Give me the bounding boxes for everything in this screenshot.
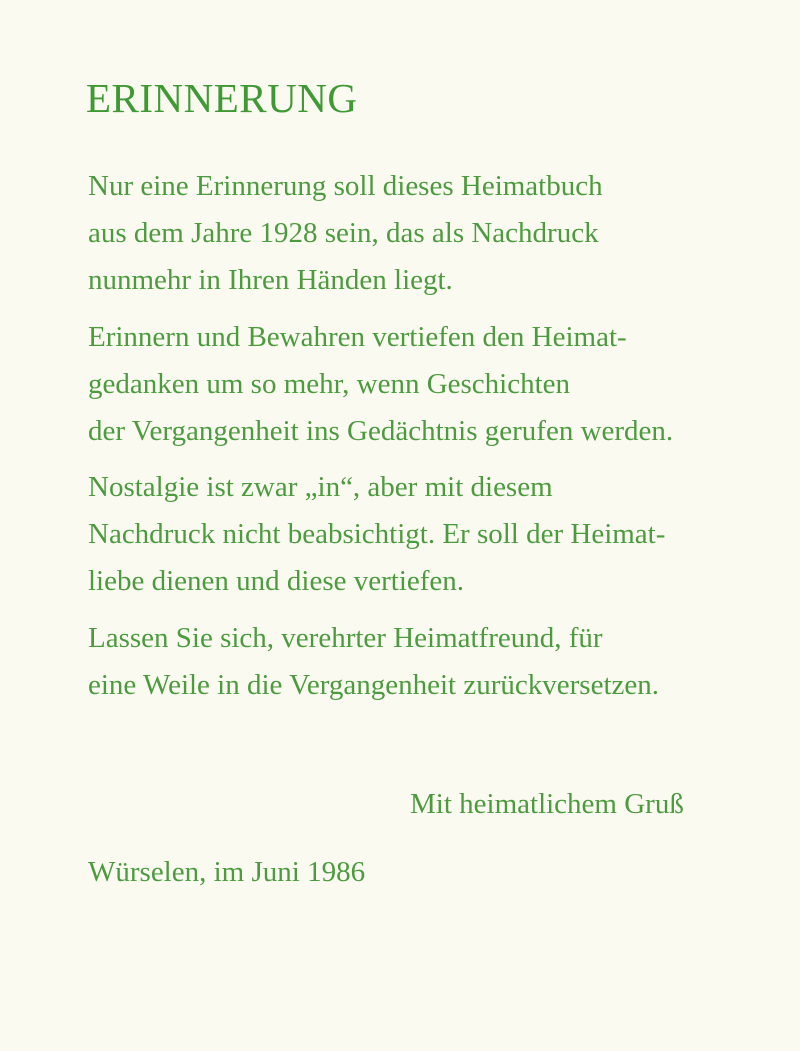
page-title: ERINNERUNG: [86, 75, 358, 121]
paragraph-2-line-3: der Vergangenheit ins Gedächtnis gerufen werden.: [88, 415, 674, 447]
paragraph-1-line-1: Nur eine Erinnerung soll dieses Heimatbuch: [88, 170, 603, 202]
paragraph-3-line-3: liebe dienen und diese vertiefen.: [88, 565, 465, 597]
paragraph-4-line-2: eine Weile in die Vergangenheit zurückversetzen.: [88, 669, 659, 701]
paragraph-1-line-3: nunmehr in Ihren Händen liegt.: [88, 264, 453, 296]
paragraph-1-line-2: aus dem Jahre 1928 sein, das als Nachdruck: [88, 217, 599, 249]
paragraph-3-line-1: Nostalgie ist zwar „in“, aber mit diesem: [88, 471, 553, 503]
paragraph-4-line-1: Lassen Sie sich, verehrter Heimatfreund, für: [88, 622, 603, 654]
paragraph-2-line-2: gedanken um so mehr, wenn Geschichten: [88, 368, 571, 400]
paragraph-3-line-2: Nachdruck nicht beabsichtigt. Er soll der Heimat-: [88, 518, 666, 550]
paragraph-2-line-1: Erinnern und Bewahren vertiefen den Heimat-: [88, 321, 627, 353]
place-and-date: Würselen, im Juni 1986: [88, 856, 366, 888]
closing-greeting: Mit heimatlichem Gruß: [410, 788, 684, 820]
